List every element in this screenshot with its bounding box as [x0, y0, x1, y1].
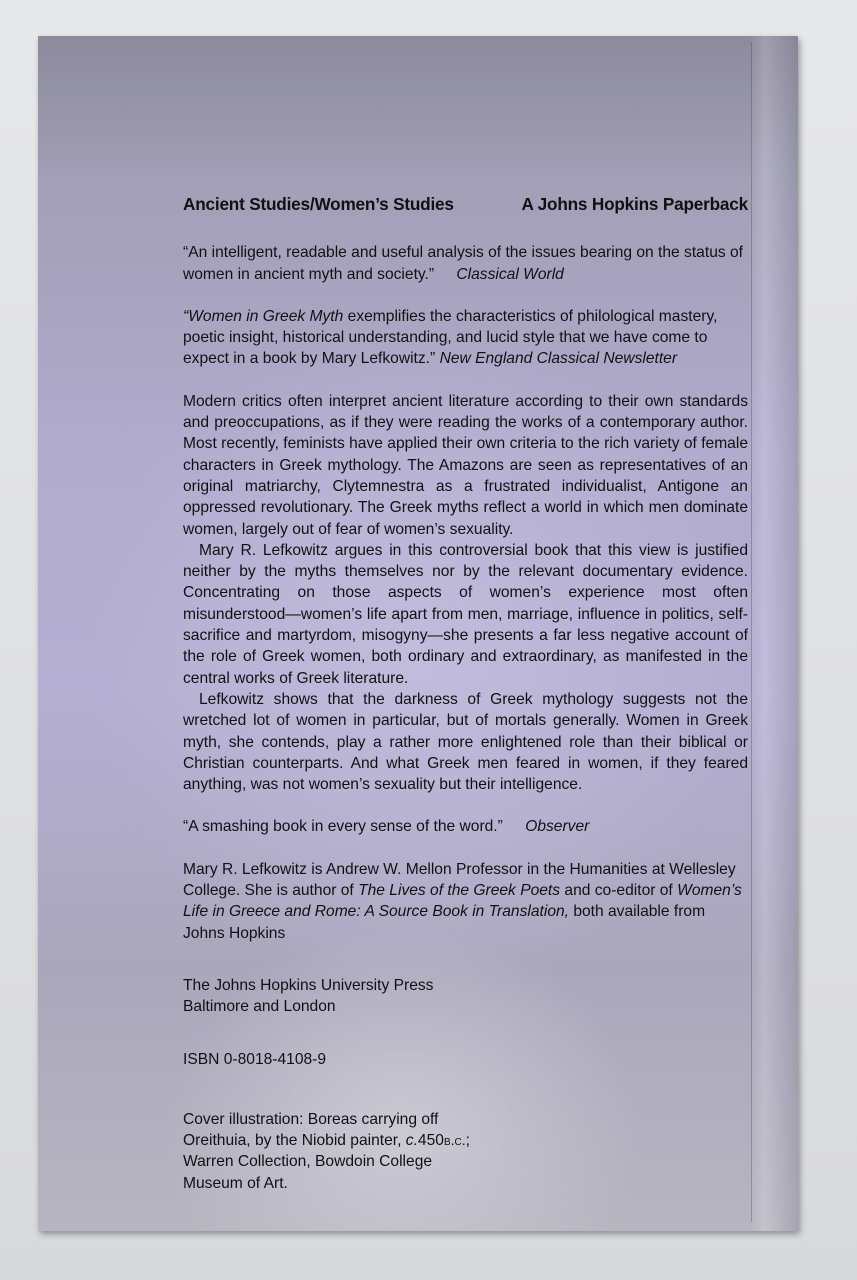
credit-date: 450 [417, 1132, 444, 1150]
isbn: ISBN 0-8018-4108-9 [183, 1050, 327, 1068]
review-source: New England Classical Newsletter [439, 350, 678, 368]
credit-line: Warren Collection, Bowdoin College [183, 1153, 433, 1171]
credit-punctuation: ; [465, 1132, 470, 1150]
description-paragraph-2: Mary R. Lefkowitz argues in this controversial book that this view is justified neither by the myths themselves nor by the relevant documentary evidence. Concentrating on those aspects of women’s experience most often misunderstood—women’s life apart from men, marriage, influence in politics, self-sacrifice and martyrdom, misogyny—she presents a far less negative account of the role of Greek women, both ordinary and extraordinary, as manifested in the central works of Greek literature. [183, 541, 748, 687]
series-header [183, 194, 748, 215]
review-quote-observer [183, 816, 748, 837]
review-source: Classical World [456, 265, 564, 283]
author-book-title: The Lives of the Greek Poets [358, 882, 561, 900]
author-book-title: Women’s Life in Greece and Rome: A Source Book in Translation, [183, 882, 742, 921]
book-back-cover [38, 36, 798, 1231]
publisher-location: Baltimore and London [183, 998, 336, 1016]
publisher-name: The Johns Hopkins University Press [183, 976, 434, 994]
back-cover-text [183, 194, 748, 1194]
credit-circa: c. [405, 1132, 418, 1150]
credit-line: Cover illustration: Boreas carrying off [183, 1110, 439, 1128]
cover-illustration-credit [183, 1109, 748, 1194]
book-title: “Women in Greek Myth [183, 307, 344, 325]
review-quote-new-england [183, 306, 748, 370]
author-bio-text: Mary R. Lefkowitz is Andrew W. Mellon Professor in the Humanities at Wellesley College. She is author of [183, 860, 736, 900]
review-quote-text: “An intelligent, readable and useful analysis of the issues bearing on the status of women in ancient myth and society.” [183, 244, 743, 283]
description-paragraph-1: Modern critics often interpret ancient literature according to their own standards and preoccupations, as if they were reading the works of a contemporary author. Most recently, feminists have applied their own criteria to the rich variety of female characters in Greek mythology. The Amazons are seen as representatives of an original matriarchy, Clytemnestra as a frustrated individualist, Antigone an oppressed revolutionary. The Greek myths reflect a world in which men dominate women, largely out of fear of women’s sexuality. [183, 392, 748, 538]
series-label: A Johns Hopkins Paperback [521, 194, 748, 214]
review-quote-text: “A smashing book in every sense of the word.” [183, 818, 503, 836]
credit-era: b.c. [443, 1132, 466, 1149]
author-bio [183, 859, 748, 944]
review-source: Observer [525, 818, 590, 836]
review-quote-classical-world [183, 242, 748, 285]
credit-line: Oreithuia, by the Niobid painter, [183, 1132, 406, 1150]
publisher-info [183, 975, 748, 1018]
author-bio-text: both available from Johns Hopkins [183, 903, 706, 942]
credit-line: Museum of Art. [183, 1174, 288, 1192]
author-bio-text: and co-editor of [560, 882, 678, 900]
review-quote-text: exemplifies the characteristics of philological mastery, poetic insight, historical understanding, and lucid style that we have come to expect in a book by Mary Lefkowitz.” [183, 307, 718, 368]
description-paragraph-3: Lefkowitz shows that the darkness of Greek mythology suggests not the wretched lot of women in particular, but of mortals generally. Women in Greek myth, she contends, play a rather more enlightened role than their biblical or Christian counterparts. And what Greek men feared in women, if they feared anything, was not women’s sexuality but their intelligence. [183, 690, 748, 794]
series-subject: Ancient Studies/Women’s Studies [183, 194, 454, 214]
